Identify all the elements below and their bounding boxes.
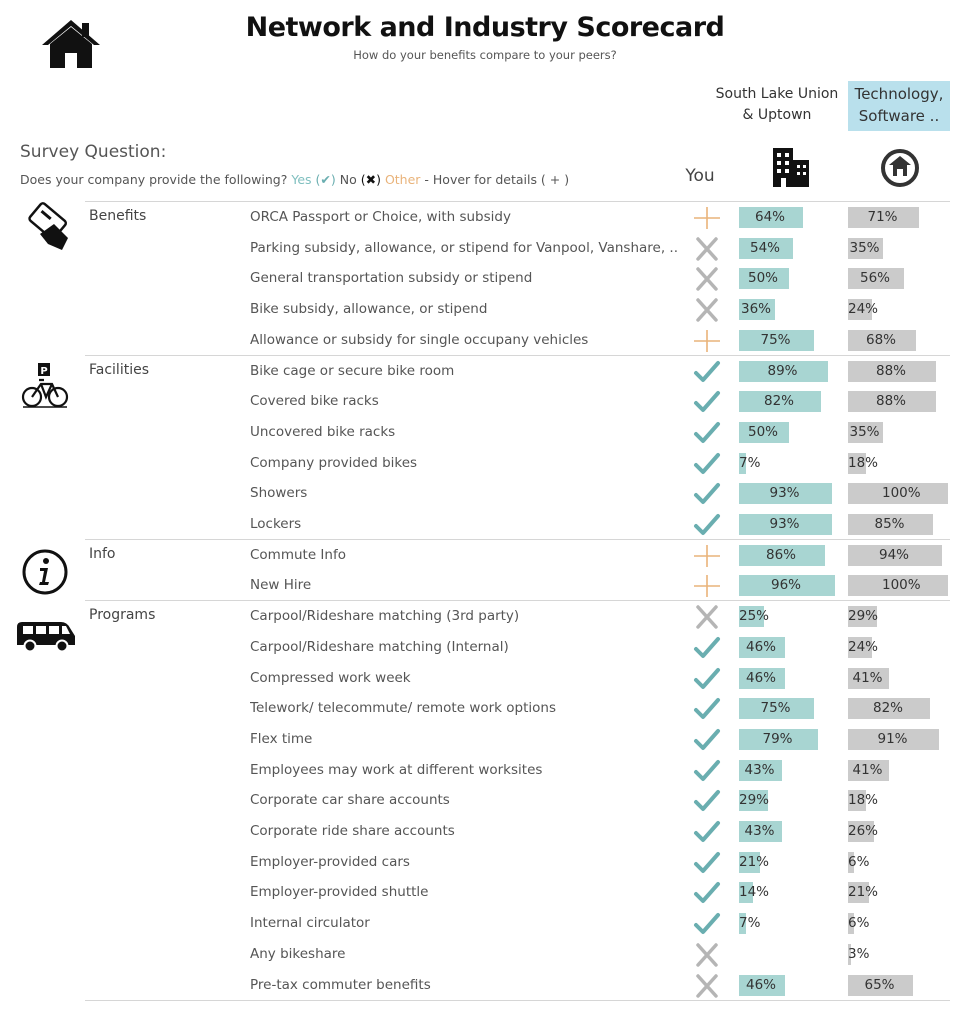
network-value-label: 75% xyxy=(760,700,791,717)
check-icon xyxy=(693,820,721,844)
industry-value-label: 6% xyxy=(848,853,870,870)
check-icon xyxy=(693,390,721,414)
question-label: Allowance or subsidy for single occupany vehicles xyxy=(250,331,589,348)
industry-value-label: 68% xyxy=(866,331,897,348)
network-value-label: 86% xyxy=(766,546,797,563)
question-label: ORCA Passport or Choice, with subsidy xyxy=(250,209,511,225)
question-label: Employer-provided shuttle xyxy=(250,884,429,901)
network-value-label: 64% xyxy=(755,209,786,225)
check-icon xyxy=(693,851,721,875)
industry-header-line1: Technology, xyxy=(854,85,944,103)
industry-value-label: 71% xyxy=(867,209,898,225)
check-icon xyxy=(693,482,721,506)
category-label: Info xyxy=(89,545,116,562)
building-icon xyxy=(770,146,812,188)
network-value-label: 46% xyxy=(746,976,777,993)
network-value-label: 7% xyxy=(739,454,761,471)
question-label: Covered bike racks xyxy=(250,393,379,410)
industry-value-label: 24% xyxy=(848,638,879,655)
plus-icon[interactable] xyxy=(693,544,721,568)
industry-value-label: 82% xyxy=(873,700,904,717)
question-label: Pre-tax commuter benefits xyxy=(250,976,431,993)
table-row[interactable] xyxy=(0,601,970,632)
table-row[interactable] xyxy=(0,847,970,878)
industry-value-label: 3% xyxy=(848,945,870,962)
table-row[interactable] xyxy=(0,816,970,847)
industry-value-label: 88% xyxy=(876,362,907,379)
question-label: Telework/ telecommute/ remote work options xyxy=(250,700,556,717)
question-label: Internal circulator xyxy=(250,915,370,932)
question-label: Flex time xyxy=(250,730,313,747)
legend-yes: Yes xyxy=(291,172,312,187)
industry-value-label: 6% xyxy=(848,915,870,932)
question-label: Compressed work week xyxy=(250,669,411,686)
cross-icon xyxy=(693,267,721,291)
cross-icon xyxy=(693,974,721,998)
table-row[interactable] xyxy=(0,417,970,448)
industry-value-label: 88% xyxy=(876,393,907,410)
network-header-line1: South Lake Union xyxy=(715,86,839,102)
plus-icon[interactable] xyxy=(693,574,721,598)
network-value-label: 7% xyxy=(739,915,761,932)
legend-no: No xyxy=(339,172,357,187)
table-row[interactable] xyxy=(0,448,970,479)
network-value-label: 21% xyxy=(739,853,770,870)
question-label: Commute Info xyxy=(250,546,346,563)
question-label: Bike subsidy, allowance, or stipend xyxy=(250,301,488,318)
industry-value-label: 35% xyxy=(849,239,880,256)
question-label: Uncovered bike racks xyxy=(250,423,396,440)
network-value-label: 46% xyxy=(746,669,777,686)
page-title: Network and Industry Scorecard xyxy=(245,12,725,43)
survey-heading: Survey Question: xyxy=(20,142,167,162)
industry-value-label: 94% xyxy=(879,546,910,563)
survey-prompt-text: Does your company provide the following? xyxy=(20,172,288,187)
check-icon xyxy=(693,513,721,537)
check-icon xyxy=(693,636,721,660)
table-row[interactable] xyxy=(0,724,970,755)
question-label: Bike cage or secure bike room xyxy=(250,362,455,379)
plus-icon[interactable] xyxy=(693,329,721,353)
check-icon xyxy=(693,667,721,691)
question-label: New Hire xyxy=(250,577,312,594)
industry-value-label: 26% xyxy=(848,823,879,839)
network-value-label: 29% xyxy=(739,792,770,809)
legend-no-glyph: (✖) xyxy=(360,172,381,187)
check-icon xyxy=(693,421,721,445)
industry-value-label: 21% xyxy=(848,884,879,901)
check-icon xyxy=(693,789,721,813)
survey-prompt xyxy=(20,172,569,187)
svg-text:P: P xyxy=(40,365,48,377)
industry-value-label: 18% xyxy=(848,454,879,471)
industry-value-label: 56% xyxy=(860,270,891,287)
table-row[interactable] xyxy=(0,386,970,417)
industry-value-label: 41% xyxy=(852,761,883,778)
network-value-label: 36% xyxy=(741,301,772,318)
table-row[interactable] xyxy=(0,263,970,294)
table-row[interactable] xyxy=(0,509,970,540)
check-icon xyxy=(693,728,721,752)
industry-value-label: 24% xyxy=(848,301,879,318)
network-header-line2: & Uptown xyxy=(742,107,812,123)
legend-hover: - Hover for details ( + ) xyxy=(424,172,570,187)
table-row[interactable] xyxy=(0,202,970,233)
network-value-label: 89% xyxy=(767,362,798,379)
network-value-label: 79% xyxy=(762,730,793,747)
network-value-label: 50% xyxy=(748,270,779,287)
table-row[interactable] xyxy=(0,785,970,816)
network-column-header[interactable] xyxy=(712,84,842,126)
table-row[interactable] xyxy=(0,570,970,601)
network-value-label: 25% xyxy=(739,608,770,625)
table-row[interactable] xyxy=(0,540,970,571)
check-icon xyxy=(693,912,721,936)
legend-other: Other xyxy=(384,172,421,187)
plus-icon[interactable] xyxy=(693,206,721,230)
network-value-label: 82% xyxy=(764,393,795,410)
cross-icon xyxy=(693,605,721,629)
network-value-label: 43% xyxy=(744,761,775,778)
check-icon xyxy=(693,452,721,476)
table-bottom-divider xyxy=(85,1000,950,1001)
question-label: Company provided bikes xyxy=(250,454,418,471)
check-icon xyxy=(693,759,721,783)
legend-yes-glyph: (✔) xyxy=(315,172,336,187)
network-value-label: 14% xyxy=(739,884,770,901)
category-label: Facilities xyxy=(89,361,149,378)
network-value-label: 93% xyxy=(769,485,800,502)
table-row[interactable] xyxy=(0,356,970,387)
category-label: Programs xyxy=(89,607,156,624)
table-row[interactable] xyxy=(0,632,970,663)
network-value-label: 93% xyxy=(769,516,800,532)
industry-value-label: 41% xyxy=(852,669,883,686)
network-value-label: 46% xyxy=(746,638,777,655)
question-label: Carpool/Rideshare matching (Internal) xyxy=(250,638,509,655)
industry-value-label: 100% xyxy=(882,485,921,502)
question-label: Carpool/Rideshare matching (3rd party) xyxy=(250,608,520,625)
table-row[interactable] xyxy=(0,939,970,970)
industry-value-label: 85% xyxy=(874,516,905,532)
question-label: Corporate car share accounts xyxy=(250,792,450,809)
industry-header-line2: Software .. xyxy=(858,107,940,125)
table-row[interactable] xyxy=(0,693,970,724)
table-row[interactable] xyxy=(0,663,970,694)
network-value-label: 75% xyxy=(760,331,791,348)
industry-value-label: 65% xyxy=(864,976,895,993)
page-subtitle: How do your benefits compare to your peers? xyxy=(353,48,617,62)
category-label: Benefits xyxy=(89,208,147,224)
industry-value-label: 18% xyxy=(848,792,879,809)
check-icon xyxy=(693,881,721,905)
table-row[interactable] xyxy=(0,294,970,325)
industry-column-header[interactable] xyxy=(848,81,950,131)
cross-icon xyxy=(693,298,721,322)
network-value-label: 96% xyxy=(771,577,802,594)
table-row[interactable] xyxy=(0,970,970,1001)
question-label: Corporate ride share accounts xyxy=(250,823,455,839)
question-label: Showers xyxy=(250,485,308,502)
industry-value-label: 35% xyxy=(849,423,880,440)
question-label: Employees may work at different worksites xyxy=(250,761,543,778)
cross-icon xyxy=(693,943,721,967)
check-icon xyxy=(693,360,721,384)
network-value-label: 50% xyxy=(748,423,779,440)
industry-value-label: 100% xyxy=(882,577,921,594)
network-value-label: 43% xyxy=(744,823,775,839)
table-row[interactable] xyxy=(0,755,970,786)
table-row[interactable] xyxy=(0,233,970,264)
industry-value-label: 91% xyxy=(877,730,908,747)
question-label: Lockers xyxy=(250,516,302,532)
network-value-label: 54% xyxy=(750,239,781,256)
question-label: Any bikeshare xyxy=(250,945,346,962)
table-row[interactable] xyxy=(0,478,970,509)
industry-value-label: 29% xyxy=(848,608,879,625)
check-icon xyxy=(693,697,721,721)
question-label: General transportation subsidy or stipend xyxy=(250,270,533,287)
cross-icon xyxy=(693,237,721,261)
you-column-header: You xyxy=(685,166,715,186)
table-row[interactable] xyxy=(0,877,970,908)
question-label: Employer-provided cars xyxy=(250,853,410,870)
question-label: Parking subsidy, allowance, or stipend for Vanpool, Vanshare, .. xyxy=(250,239,679,256)
peer-industry-icon xyxy=(880,148,920,188)
table-row[interactable] xyxy=(0,325,970,356)
table-row[interactable] xyxy=(0,908,970,939)
